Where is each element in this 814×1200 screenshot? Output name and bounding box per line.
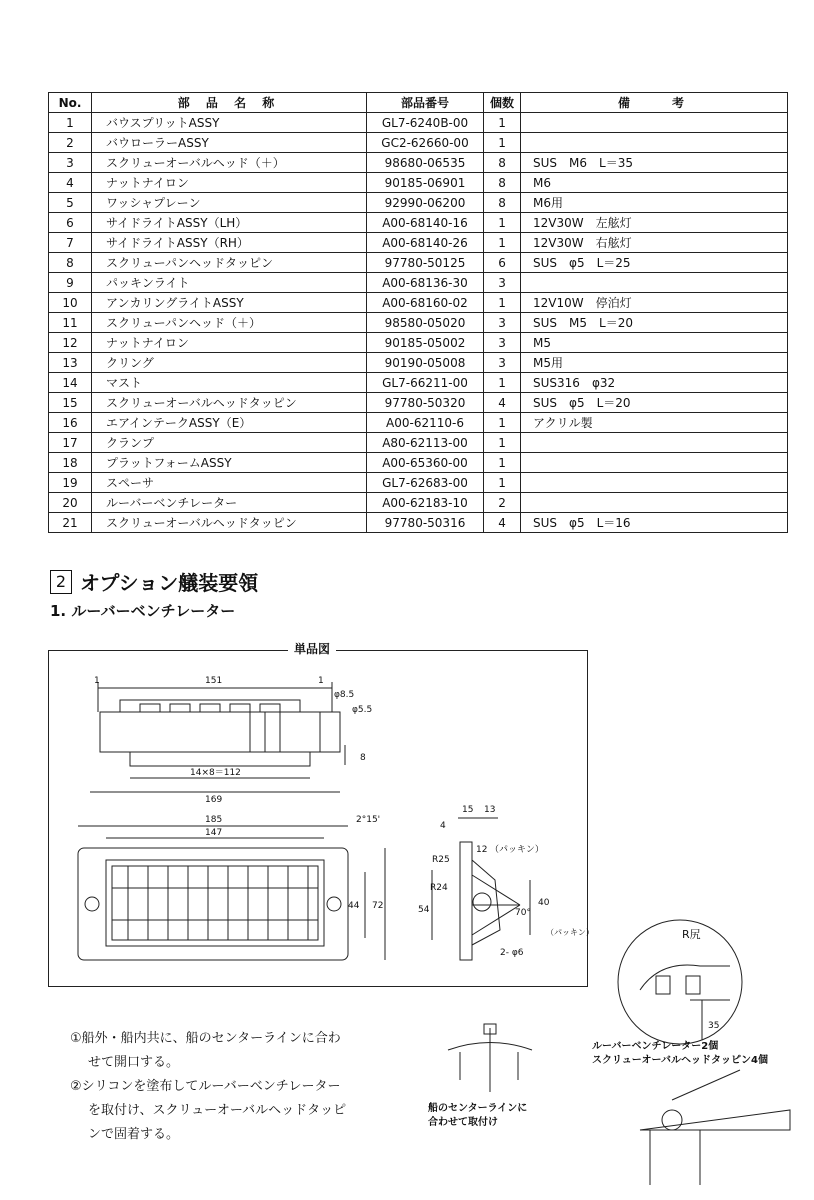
dim-185: 185: [205, 815, 223, 825]
cell-qty: 4: [484, 393, 521, 413]
header-note: 備 考: [521, 93, 788, 113]
dim-angle: 2°15': [356, 815, 381, 825]
cell-part-number: A00-68140-16: [367, 213, 484, 233]
cell-no: 12: [49, 333, 92, 353]
cell-name: ルーバーベンチレーター: [92, 493, 367, 513]
header-name: 部 品 名 称: [92, 93, 367, 113]
cell-part-number: A80-62113-00: [367, 433, 484, 453]
cell-name: ナットナイロン: [92, 173, 367, 193]
dim-8: 8: [360, 753, 366, 763]
section-number: 2: [50, 570, 72, 594]
centerline-caption: [428, 1102, 527, 1130]
cell-part-number: 97780-50316: [367, 513, 484, 533]
cell-name: エアインテークASSY（E）: [92, 413, 367, 433]
cell-name: プラットフォームASSY: [92, 453, 367, 473]
dim-40: 40: [538, 898, 550, 908]
cell-name: アンカリングライトASSY: [92, 293, 367, 313]
parts-caption-line1: ルーバーベンチレーター2個: [592, 1041, 719, 1052]
cell-name: クランプ: [92, 433, 367, 453]
cell-no: 19: [49, 473, 92, 493]
dim-70deg: 70°: [515, 908, 531, 918]
cell-name: スクリューオーバルヘッド（＋）: [92, 153, 367, 173]
cell-part-number: A00-65360-00: [367, 453, 484, 473]
header-part-number: 部品番号: [367, 93, 484, 113]
cell-note: SUS φ5 L＝20: [521, 393, 788, 413]
header-no: No.: [49, 93, 92, 113]
cell-part-number: A00-68160-02: [367, 293, 484, 313]
cell-name: クリング: [92, 353, 367, 373]
instruction-1a: ①船外・船内共に、船のセンターラインに合わ: [70, 1031, 341, 1046]
cell-qty: 3: [484, 313, 521, 333]
cell-name: パッキンライト: [92, 273, 367, 293]
cell-part-number: A00-68140-26: [367, 233, 484, 253]
cell-no: 14: [49, 373, 92, 393]
cell-qty: 1: [484, 433, 521, 453]
dim-14x8: 14×8＝112: [190, 768, 241, 778]
cell-part-number: GL7-66211-00: [367, 373, 484, 393]
cell-no: 10: [49, 293, 92, 313]
cell-no: 1: [49, 113, 92, 133]
cell-part-number: 98580-05020: [367, 313, 484, 333]
cell-qty: 1: [484, 233, 521, 253]
dim-4: 4: [440, 821, 446, 831]
centerline-caption-line2: 合わせて取付け: [428, 1117, 498, 1128]
cell-note: SUS φ5 L＝16: [521, 513, 788, 533]
cell-part-number: 92990-06200: [367, 193, 484, 213]
cell-qty: 1: [484, 473, 521, 493]
cell-qty: 3: [484, 273, 521, 293]
cell-part-number: GL7-62683-00: [367, 473, 484, 493]
instruction-1b: せて開口する。: [88, 1055, 180, 1070]
section-view-plate: [460, 842, 472, 960]
cell-part-number: GC2-62660-00: [367, 133, 484, 153]
side-view-body: [100, 712, 340, 752]
cell-qty: 6: [484, 253, 521, 273]
dim-72: 72: [372, 901, 384, 911]
dim-169: 169: [205, 795, 223, 805]
header-qty: 個数: [484, 93, 521, 113]
cell-name: スクリューパンヘッドタッピン: [92, 253, 367, 273]
cell-no: 6: [49, 213, 92, 233]
cell-part-number: 97780-50125: [367, 253, 484, 273]
dim-147: 147: [205, 828, 223, 838]
instruction-2a: ②シリコンを塗布してルーバーベンチレーター: [70, 1079, 341, 1094]
cell-qty: 1: [484, 453, 521, 473]
cell-no: 7: [49, 233, 92, 253]
cell-qty: 1: [484, 373, 521, 393]
dim-151: 151: [205, 676, 223, 686]
cell-note: M5: [521, 333, 788, 353]
cell-name: スペーサ: [92, 473, 367, 493]
cell-no: 5: [49, 193, 92, 213]
instruction-2c: ンで固着する。: [88, 1127, 180, 1142]
cell-qty: 1: [484, 113, 521, 133]
cell-name: スクリューパンヘッド（＋）: [92, 313, 367, 333]
cell-note: 12V30W 左舷灯: [521, 213, 788, 233]
detail-circle: [618, 920, 742, 1044]
hinge-circle: [473, 893, 491, 911]
cell-part-number: 97780-50320: [367, 393, 484, 413]
cell-note: SUS φ5 L＝25: [521, 253, 788, 273]
cell-part-number: A00-62183-10: [367, 493, 484, 513]
cell-no: 20: [49, 493, 92, 513]
cell-name: サイドライトASSY（LH）: [92, 213, 367, 233]
cell-qty: 3: [484, 333, 521, 353]
cell-no: 13: [49, 353, 92, 373]
cell-name: ナットナイロン: [92, 333, 367, 353]
subsection-title: 1. ルーバーベンチレーター: [50, 602, 236, 620]
instructions: [70, 1027, 400, 1147]
dim-packing-1: （パッキン）: [490, 845, 544, 855]
cell-note: アクリル製: [521, 413, 788, 433]
cell-note: SUS M5 L＝20: [521, 313, 788, 333]
cell-note: SUS316 φ32: [521, 373, 788, 393]
cell-qty: 1: [484, 213, 521, 233]
dim-r25: R25: [432, 855, 450, 865]
cell-qty: 4: [484, 513, 521, 533]
dim-35: 35: [708, 1021, 720, 1031]
dim-1b: 1: [318, 676, 324, 686]
cell-qty: 8: [484, 153, 521, 173]
cell-no: 15: [49, 393, 92, 413]
dim-44: 44: [348, 901, 360, 911]
cell-name: バウローラーASSY: [92, 133, 367, 153]
cell-no: 8: [49, 253, 92, 273]
cell-part-number: A00-62110-6: [367, 413, 484, 433]
cell-qty: 8: [484, 193, 521, 213]
dim-15: 15: [462, 805, 474, 815]
cell-no: 21: [49, 513, 92, 533]
cell-no: 11: [49, 313, 92, 333]
cell-no: 17: [49, 433, 92, 453]
cell-name: スクリューオーバルヘッドタッピン: [92, 393, 367, 413]
cell-no: 3: [49, 153, 92, 173]
dim-12: 12: [476, 845, 488, 855]
cell-part-number: 90190-05008: [367, 353, 484, 373]
cell-part-number: 98680-06535: [367, 153, 484, 173]
dim-13: 13: [484, 805, 496, 815]
cell-no: 16: [49, 413, 92, 433]
cell-qty: 3: [484, 353, 521, 373]
parts-caption: [592, 1040, 768, 1068]
cell-no: 4: [49, 173, 92, 193]
cell-part-number: GL7-6240B-00: [367, 113, 484, 133]
cell-name: バウスプリットASSY: [92, 113, 367, 133]
dim-r24: R24: [430, 883, 448, 893]
cell-qty: 1: [484, 413, 521, 433]
cell-name: スクリューオーバルヘッドタッピン: [92, 513, 367, 533]
dim-phi55: φ5.5: [352, 705, 373, 715]
dim-packing-2: （パッキン）: [546, 928, 594, 937]
cell-no: 2: [49, 133, 92, 153]
cell-note: M6: [521, 173, 788, 193]
dim-phi85: φ8.5: [334, 690, 355, 700]
screw-hole-left: [85, 897, 99, 911]
dim-1a: 1: [94, 676, 100, 686]
cell-note: SUS M6 L＝35: [521, 153, 788, 173]
cell-name: ワッシャプレーン: [92, 193, 367, 213]
cell-name: サイドライトASSY（RH）: [92, 233, 367, 253]
dim-phi6: 2- φ6: [500, 948, 524, 958]
screw-hole-right: [327, 897, 341, 911]
section-title: オプション艤装要領: [80, 571, 259, 595]
front-view-grille: [106, 860, 324, 946]
instruction-2b: を取付け、スクリューオーバルヘッドタッピ: [88, 1103, 347, 1118]
drawing-label: 単品図: [288, 640, 336, 657]
cell-name: マスト: [92, 373, 367, 393]
cell-qty: 2: [484, 493, 521, 513]
cell-part-number: 90185-05002: [367, 333, 484, 353]
dim-54: 54: [418, 905, 430, 915]
cell-qty: 8: [484, 173, 521, 193]
cell-note: M6用: [521, 193, 788, 213]
parts-caption-line2: スクリューオーバルヘッドタッピン4個: [592, 1055, 768, 1066]
cell-part-number: A00-68136-30: [367, 273, 484, 293]
cell-no: 9: [49, 273, 92, 293]
cell-qty: 1: [484, 293, 521, 313]
cell-qty: 1: [484, 133, 521, 153]
cell-note: 12V10W 停泊灯: [521, 293, 788, 313]
r-label: R尻: [682, 928, 701, 941]
cell-part-number: 90185-06901: [367, 173, 484, 193]
cell-note: M5用: [521, 353, 788, 373]
cell-no: 18: [49, 453, 92, 473]
centerline-caption-line1: 船のセンターラインに: [428, 1103, 528, 1114]
cell-note: 12V30W 右舷灯: [521, 233, 788, 253]
